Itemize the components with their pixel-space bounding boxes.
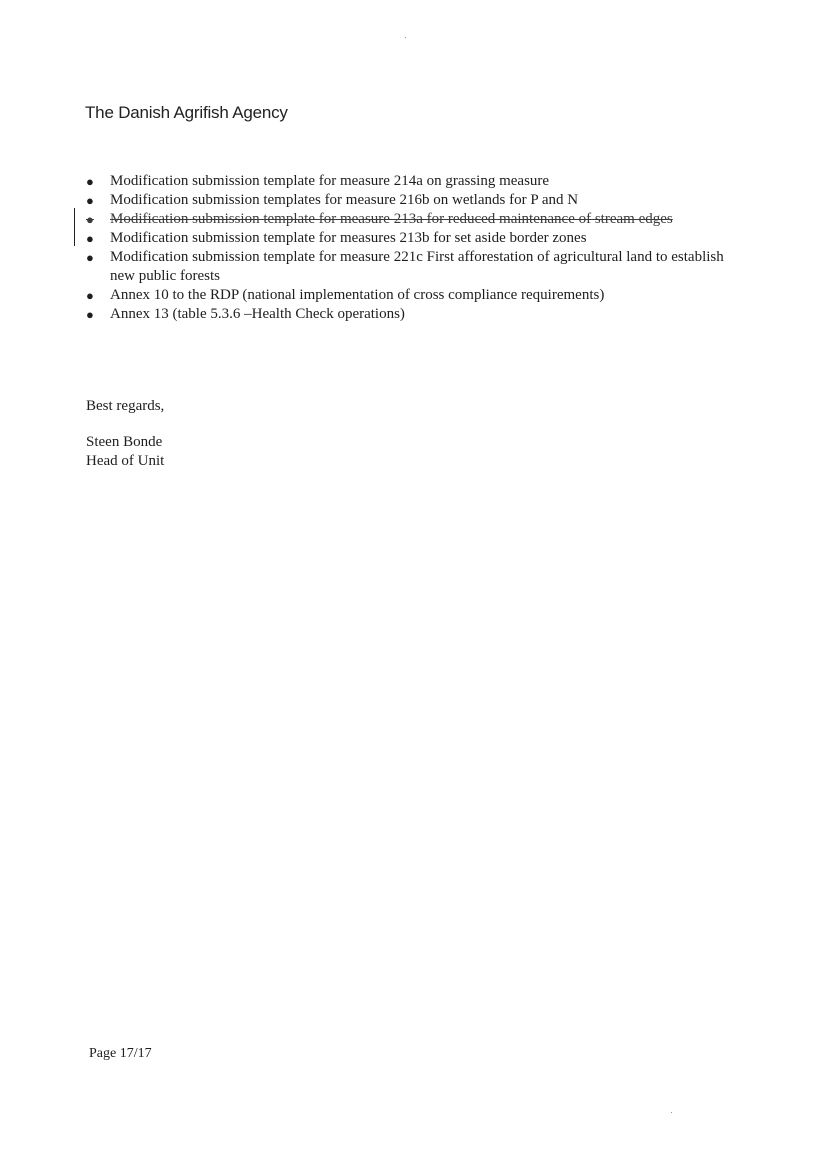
scan-speck <box>671 1112 672 1113</box>
list-item-deleted <box>86 210 726 229</box>
bullet-icon: ● <box>86 174 94 189</box>
page-number: Page 17/17 <box>89 1046 152 1061</box>
agency-name: The Danish Agrifish Agency <box>85 103 288 122</box>
list-item <box>86 248 726 286</box>
signer-name: Steen Bonde <box>86 434 163 450</box>
closing-text: Best regards, <box>86 398 165 414</box>
signoff <box>86 397 164 471</box>
bullet-icon: ● <box>86 193 94 208</box>
list-item <box>86 305 726 324</box>
list-item-text: Annex 10 to the RDP (national implementation of cross compliance requirements) <box>110 287 605 303</box>
list-item-text: Modification submission template for measures 213b for set aside border zones <box>110 230 587 246</box>
list-item-text: Modification submission template for measure 213a for reduced maintenance of stream edges <box>110 211 673 227</box>
bullet-icon: ● <box>86 212 94 227</box>
bullet-icon: ● <box>86 307 94 322</box>
list-item <box>86 191 726 210</box>
list-item <box>86 172 726 191</box>
list-item-text: Modification submission template for measure 221c First afforestation of agricultural land to establish new public forests <box>110 249 724 284</box>
list-item-text: Annex 13 (table 5.3.6 –Health Check operations) <box>110 306 405 322</box>
bullet-icon: ● <box>86 250 94 265</box>
list-item <box>86 229 726 248</box>
list-item-text: Modification submission templates for measure 216b on wetlands for P and N <box>110 192 579 208</box>
scan-speck <box>405 37 406 38</box>
list-item-text: Modification submission template for measure 214a on grassing measure <box>110 173 550 189</box>
signer-title: Head of Unit <box>86 453 165 469</box>
attachment-list <box>86 172 726 324</box>
revision-bar <box>74 208 75 246</box>
bullet-icon: ● <box>86 231 94 246</box>
list-item <box>86 286 726 305</box>
bullet-icon: ● <box>86 288 94 303</box>
